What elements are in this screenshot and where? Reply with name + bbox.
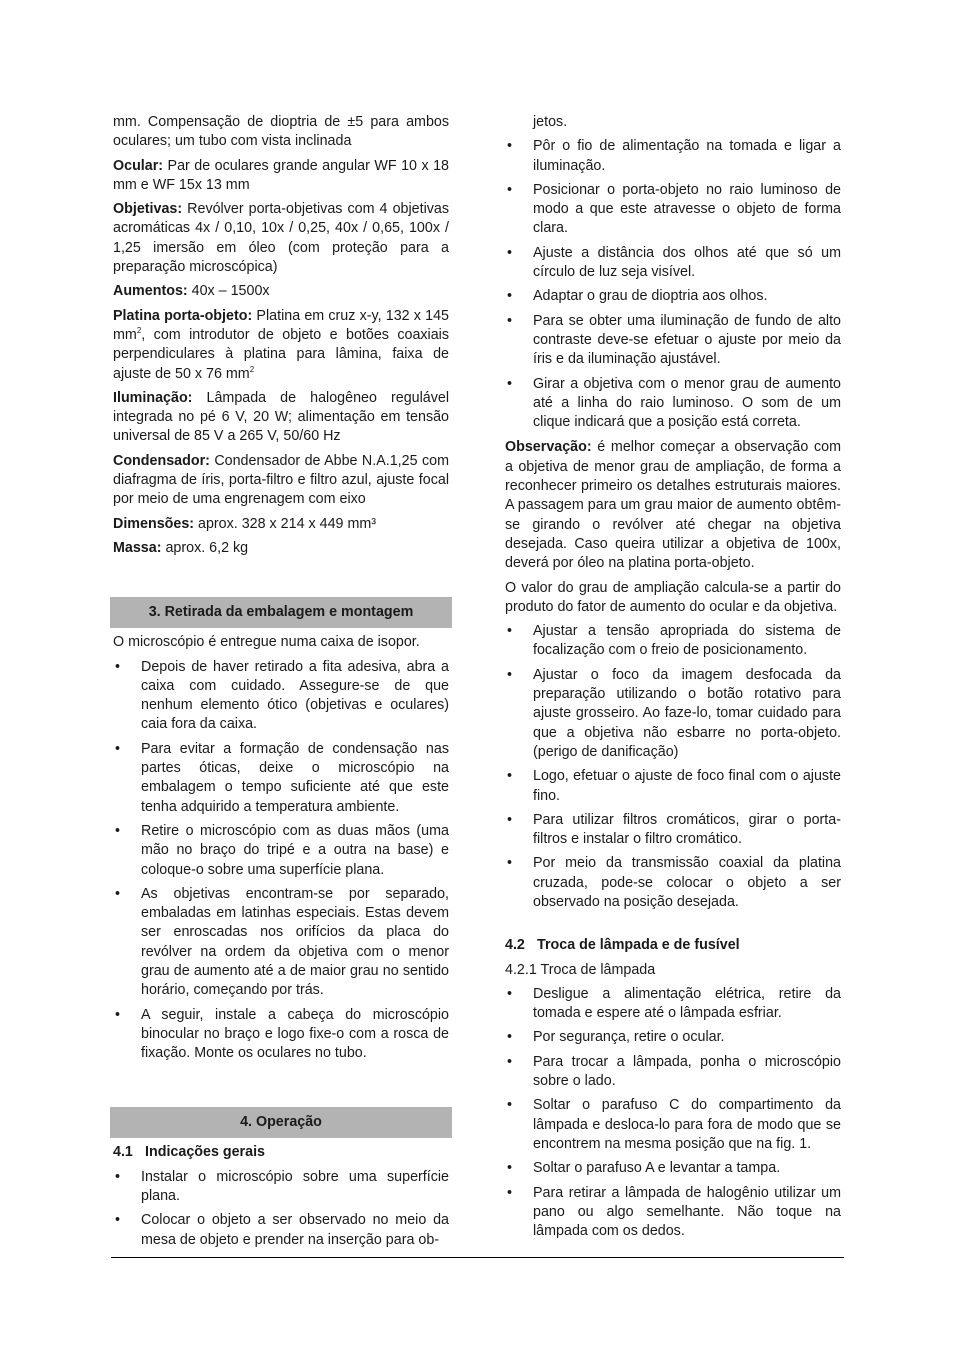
left-column [113,113,449,1256]
footer-rule [111,1257,844,1258]
list-item: • Colocar o objeto a ser observado no meio da mesa de objeto e prender na inserção para ob- [113,1211,449,1250]
list-item: • Posicionar o porta-objeto no raio luminoso de modo a que este atravesse o objeto de forma clara. [505,181,841,239]
list-item: • Para trocar a lâmpada, ponha o microscópio sobre o lado. [505,1053,841,1092]
spec-condensador [113,452,449,510]
list-item: • Para utilizar filtros cromáticos, girar o porta-filtros e instalar o filtro cromático. [505,811,841,850]
spec-massa [113,539,449,558]
spec-text: 40x – 1500x [187,283,270,300]
list-item: • Girar a objetiva com o menor grau de aumento até a linha do raio luminoso. O som de um clique indicará que a posição está correta. [505,375,841,433]
list-item: • Desligue a alimentação elétrica, retire da tomada e espere até o lâmpada esfriar. [505,985,841,1024]
observation-label: Observação: [505,439,592,456]
list-item: • Para evitar a formação de condensação nas partes óticas, deixe o microscópio na embalagem o tempo suficiente até que este tenha adquirido a temperatura ambiente. [113,740,449,817]
spec-text: Platina em cruz x-y, 132 x 145 mm [113,307,450,343]
subsection-4-2-1-heading: 4.2.1 Troca de lâmpada [505,961,656,978]
list-item: • Ajuste a distância dos olhos até que só um círculo de luz seja visível. [505,244,841,283]
spec-label: Iluminação: [113,389,193,406]
section-3-intro: O microscópio é entregue numa caixa de isopor. [113,634,420,651]
section-3-heading: 3. Retirada da embalagem e montagem [110,597,452,628]
superscript: 2 [136,326,142,336]
spec-label: Objetivas: [113,201,183,218]
magnification-paragraph: O valor do grau de ampliação calcula-se a partir do produto do fator de aumento do ocular e da objetiva. [505,579,841,615]
spec-label: Dimensões: [113,515,195,532]
subsection-4-1-heading [113,1143,449,1162]
section-3-list [113,658,449,1064]
observation-text: é melhor começar a observação com a objetiva de menor grau de ampliação, de forma a reconhecer primeiro os detalhes estruturais maiores. A passagem para um grau maior de aumento obtêm-se girando o revólver até chegar na objetiva desejada. Caso queira utilizar a objetiva de 100x, deverá por óleo na platina porta-objeto. [505,439,841,572]
spec-iluminacao [113,389,449,447]
spec-platina [113,307,449,384]
list-item: • Ajustar o foco da imagem desfocada da preparação utilizando o botão rotativo para ajuste grosseiro. Ao faze-lo, tomar cuidado para que a objetiva não esbarre no porta-objeto. (perigo de danificação) [505,666,841,762]
list-item: • Adaptar o grau de dioptria aos olhos. [505,287,841,306]
spec-dimensoes [113,515,449,534]
section-4-1-list [113,1168,449,1250]
subsection-number: 4.2 [505,937,525,954]
list-item: • Soltar o parafuso C do compartimento da lâmpada e desloca-lo para fora de modo que se encontrem na mesma posição que na fig. 1. [505,1096,841,1154]
list-item-continuation: jetos. [533,114,568,130]
spec-label: Platina porta-objeto: [113,307,253,324]
section-4-heading: 4. Operação [110,1107,452,1138]
spec-label: Condensador: [113,452,210,469]
spec-objetivas [113,200,449,277]
list-item: • Pôr o fio de alimentação na tomada e ligar a iluminação. [505,137,841,176]
list-item: • Ajustar a tensão apropriada do sistema de focalização com o freio de posicionamento. [505,622,841,661]
spec-text: Condensador de Abbe N.A.1,25 com diafragma de íris, porta-filtro e filtro azul, ajuste focal por meio de uma engrenagem com eixo [113,452,449,508]
subsection-4-2-heading [505,936,841,955]
list-item: • Instalar o microscópio sobre uma superfície plana. [113,1168,449,1207]
subsection-title: Indicações gerais [145,1144,265,1161]
list-item: • Para retirar a lâmpada de halogênio utilizar um pano ou algo semelhante. Não toque na lâmpada com os dedos. [505,1184,841,1242]
spec-label: Ocular: [113,157,164,174]
spec-text: Lâmpada de halogêneo regulável integrada no pé 6 V, 20 W; alimentação em tensão universal de 85 V a 265 V, 50/60 Hz [113,389,449,445]
list-item: • Por segurança, retire o ocular. [505,1028,841,1047]
spec-label: Aumentos: [113,283,188,300]
list-item: • Para se obter uma iluminação de fundo de alto contraste deve-se efetuar o ajuste por meio da íris e da iluminação ajustável. [505,312,841,370]
list-item: • Depois de haver retirado a fita adesiva, abra a caixa com cuidado. Assegure-se de que nenhum elemento ótico (objetivas e oculares) caia fora da caixa. [113,658,449,735]
list-item: • Soltar o parafuso A e levantar a tampa. [505,1159,841,1178]
subsection-title: Troca de lâmpada e de fusível [537,937,740,954]
list-item: • As objetivas encontram-se por separado, embaladas em latinhas especiais. Estas devem ser enroscadas nos orifícios da placa do revólver na ordem da objetiva com o menor grau de aumento até a de maior grau no sentido horário, começando por trás. [113,885,449,1001]
spec-text: , com introdutor de objeto e botões coaxiais perpendiculares à platina para lâmina, faixa de ajuste de 50 x 76 mm [113,326,449,382]
continued-list [505,113,841,432]
list-item: • Por meio da transmissão coaxial da platina cruzada, pode-se colocar o objeto a ser observado na posição desejada. [505,854,841,912]
spec-aumentos [113,282,449,301]
spec-text: Revólver porta-objetivas com 4 objetivas acromáticas 4x / 0,10, 10x / 0,25, 40x / 0,65, 100x / 1,25 imersão em óleo (com proteção para a preparação microscópica) [113,201,449,276]
lamp-change-list [505,985,841,1242]
subsection-number: 4.1 [113,1144,133,1161]
list-item: • A seguir, instale a cabeça do microscópio binocular no braço e logo fixe-o com a rosca de fixação. Monte os oculares no tubo. [113,1006,449,1064]
spec-text: Par de oculares grande angular WF 10 x 18 mm e WF 15x 13 mm [113,157,449,193]
superscript: 2 [249,364,255,374]
list-item: • Retire o microscópio com as duas mãos (uma mão no braço do tripé e a outra na base) e coloque-o sobre uma superfície plana. [113,822,449,880]
spec-ocular [113,157,449,196]
observation-paragraph [505,438,841,573]
spec-text: aprox. 6,2 kg [161,539,249,556]
right-column [505,113,841,1247]
spec-text: aprox. 328 x 214 x 449 mm³ [194,515,377,532]
spec-label: Massa: [113,539,162,556]
focus-list [505,622,841,912]
intro-paragraph: mm. Compensação de dioptria de ±5 para ambos oculares; um tubo com vista inclinada [113,114,449,150]
list-item: • Logo, efetuar o ajuste de foco final com o ajuste fino. [505,767,841,806]
